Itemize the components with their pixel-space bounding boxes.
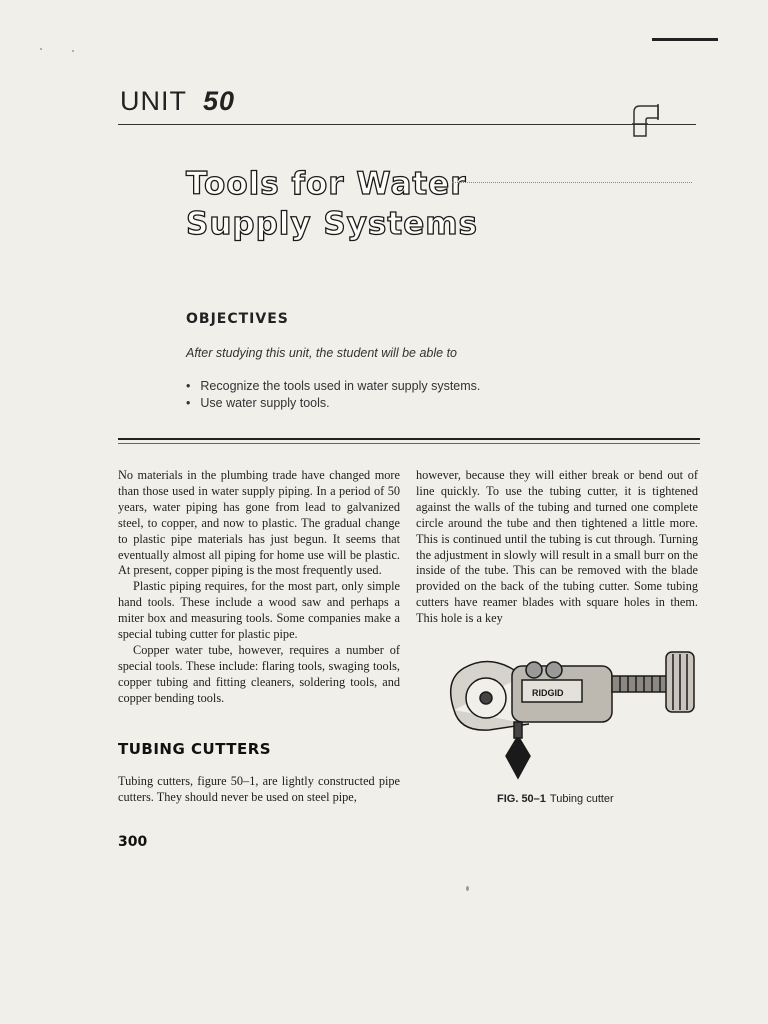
figure-caption <box>497 793 614 805</box>
brand-label: RIDGID <box>532 688 564 698</box>
print-speck <box>466 886 469 891</box>
right-column <box>416 468 698 627</box>
tubing-cutter-figure <box>434 640 704 790</box>
title-trail-rule <box>452 182 692 183</box>
objectives-list <box>186 378 480 412</box>
figure-label: FIG. 50–1 <box>497 793 546 805</box>
title-line-1: Tools for Water <box>186 166 467 202</box>
figure-caption-text: Tubing cutter <box>549 793 614 805</box>
body-paragraph: however, because they will either break or bend out of line quickly. To use the tubing cutter, it is tightened against the walls of the tubing and turned one complete circle around the tube and then tightened a little more. This is continued until the tubing is cut through. Turning the adjustment in slowly will result in a small burr on the inside of the tube. This can be removed with the blade provided on the back of the tubing cutter. Some tubing cutters have reamer blades with square holes in them. This hole is a key <box>416 468 698 626</box>
left-column <box>118 468 400 707</box>
print-speck <box>40 48 42 50</box>
pipe-elbow-icon <box>626 98 670 142</box>
header-rule <box>118 124 696 125</box>
body-paragraph: Plastic piping requires, for the most part, only simple hand tools. These include a wood saw and perhaps a miter box and measuring tools. Some companies make a special tubing cutter for plastic pipe. <box>118 579 400 642</box>
unit-label: UNIT <box>120 86 187 116</box>
print-speck <box>72 50 74 52</box>
objectives-heading: OBJECTIVES <box>186 311 289 327</box>
body-paragraph: Copper water tube, however, requires a number of special tools. These include: flaring tools, swaging tools, copper tubing and fitting cleaners, soldering tools, and copper bending tools. <box>118 642 400 705</box>
corner-mark <box>652 38 718 41</box>
page-number: 300 <box>118 834 148 850</box>
objective-item: • Use water supply tools. <box>186 395 480 412</box>
section-rule <box>118 438 700 440</box>
body-paragraph: Tubing cutters, figure 50–1, are lightly constructed pipe cutters. They should never be used on steel pipe, <box>118 774 400 804</box>
section-rule-thin <box>118 443 700 444</box>
section-heading: TUBING CUTTERS <box>118 740 272 758</box>
left-column-continued <box>118 774 400 806</box>
title-line-2: Supply Systems <box>186 206 478 242</box>
objectives-intro: After studying this unit, the student will be able to <box>186 346 457 360</box>
unit-number: 50 <box>203 86 236 116</box>
body-paragraph: No materials in the plumbing trade have changed more than those used in water supply piping. In a period of 50 years, water piping has gone from lead to galvanized steel, to copper, and now to plastic. The gradual change to plastic pipe materials has just begun. It seems that eventually almost all piping for home use will be plastic. At present, copper piping is the most frequently used. <box>118 468 400 578</box>
objective-item: • Recognize the tools used in water supply systems. <box>186 378 480 395</box>
unit-title <box>120 86 235 117</box>
chapter-title <box>186 164 478 244</box>
